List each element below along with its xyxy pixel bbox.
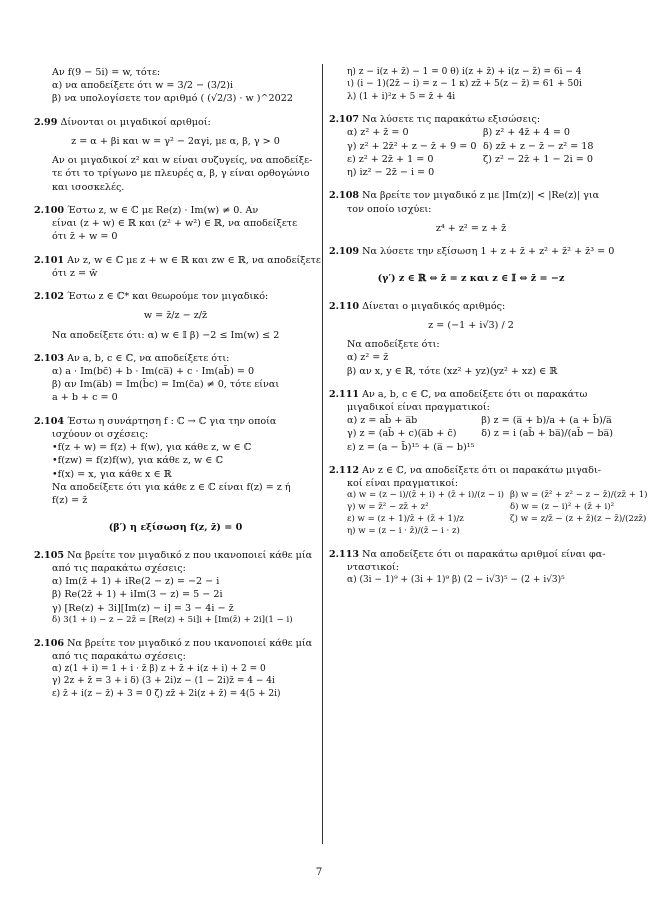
problem-2-106 bbox=[34, 637, 317, 701]
text-line: γ) 2z + z̄ = 3 + i δ) (3 + 2i)z − (1 − 2i)z̄ = 4 − 4i bbox=[52, 676, 275, 687]
problem-number: 2.104 bbox=[34, 415, 65, 427]
sub-item: δ) w = (z − i)² + (z̄ + i)² bbox=[509, 502, 615, 513]
text-line: α) να αποδείξετε ότι w = 3/2 − (3/2)i bbox=[52, 80, 234, 92]
page-number: 7 bbox=[315, 867, 323, 878]
text-line: Έστω z, w ∈ ℂ με Re(z) · Im(w) ≠ 0. Αν bbox=[67, 204, 259, 216]
sub-item: δ) z = i (ab̄ + ba̅)/(ab̄ − ba̅) bbox=[481, 428, 613, 440]
problem-number: 2.108 bbox=[329, 190, 360, 202]
text-line: Να βρείτε τον μιγαδικό z που ικανοποιεί κάθε μία bbox=[67, 637, 313, 649]
problem-2-105 bbox=[34, 549, 317, 627]
problem-heading: Να λύσετε τις παρακάτω εξισώσεις: bbox=[362, 114, 541, 126]
sub-item: γ) z = (ab̄ + c)(a̅b + c̄) bbox=[347, 428, 457, 440]
display-formula: z = α + βi και w = γ² − 2αγi, με α, β, γ > 0 bbox=[71, 135, 280, 147]
sub-item: η) iz² − 2z̄ − i = 0 bbox=[347, 167, 435, 179]
sub-item: ε) z² + 2z̄ + 1 = 0 bbox=[347, 153, 434, 165]
text-line: κοί είναι πραγματικοί: bbox=[347, 478, 459, 490]
sub-item: α) z² + z̄ = 0 bbox=[347, 127, 409, 139]
text-line: Να βρείτε τον μιγαδικό z με |Im(z)| < |Re(z)| για bbox=[362, 190, 600, 202]
text-line: α) Im(z̄ + 1) + iRe(2 − z) = −2 − i bbox=[52, 576, 220, 588]
text-line: Να βρείτε τον μιγαδικό z που ικανοποιεί κάθε μία bbox=[67, 549, 313, 561]
section-heading bbox=[34, 521, 317, 534]
text-line: Να αποδείξετε ότι οι παρακάτω αριθμοί είναι φα- bbox=[362, 548, 606, 560]
sub-item: ε) z = (a − b̄)¹⁵ + (a̅ − b)¹⁵ bbox=[347, 441, 475, 453]
text-line: μιγαδικοί είναι πραγματικοί: bbox=[347, 401, 490, 413]
problem-2-101 bbox=[34, 254, 321, 280]
text-line: Να αποδείξετε ότι: bbox=[347, 339, 440, 351]
problem-number: 2.100 bbox=[34, 204, 65, 216]
text-line: από τις παρακάτω σχέσεις: bbox=[52, 562, 186, 574]
text-line: β) να υπολογίσετε τον αριθμό ( (√2/3) · w )^2022 bbox=[52, 93, 293, 105]
problem-heading: Έστω z ∈ ℂ* και θεωρούμε τον μιγαδικό: bbox=[67, 291, 269, 303]
column-divider bbox=[322, 64, 323, 844]
problem-number: 2.109 bbox=[329, 246, 360, 258]
sub-item: γ) w = z̄² − zz̄ + z² bbox=[347, 502, 429, 513]
problem-number: 2.102 bbox=[34, 291, 65, 303]
problem-2-108 bbox=[329, 189, 613, 235]
problem-2-106-continued bbox=[329, 66, 613, 103]
problem-number: 2.105 bbox=[34, 549, 65, 561]
problem-2-113 bbox=[329, 548, 613, 587]
problem-number: 2.110 bbox=[329, 300, 360, 312]
sub-item: ζ) w = z/z̄ − (z + z̄)(z − z̄)/(2zz̄) bbox=[509, 514, 647, 525]
problem-2-109 bbox=[329, 245, 613, 258]
sub-item: γ) z² + 2z̄² + z − z̄ + 9 = 0 bbox=[347, 140, 477, 152]
sub-item: ε) w = (z + 1)/z̄ + (z̄ + 1)/z bbox=[347, 514, 464, 525]
problem-number: 2.106 bbox=[34, 637, 65, 649]
display-formula: w = z̄/z − z/z̄ bbox=[143, 310, 208, 322]
text-line: Να αποδείξετε ότι για κάθε z ∈ ℂ είναι f(z) = z ή bbox=[52, 481, 291, 493]
problem-continuation bbox=[34, 66, 317, 106]
text-line: Αν z, w ∈ ℂ με z + w ∈ ℝ και zw ∈ ℝ, να αποδείξετε bbox=[67, 254, 321, 266]
text-line: η) z − i(z + z̄) − 1 = 0 θ) i(z + z̄) + i(z − z̄) = 6i − 4 bbox=[347, 67, 582, 77]
text-line: f(z) = z̄ bbox=[52, 495, 88, 507]
item-grid bbox=[329, 414, 613, 454]
section-title: (γ′) z ∈ ℝ ⇔ z̄ = z και z ∈ 𝕀 ⇔ z̄ = −z bbox=[377, 273, 565, 285]
problem-number: 2.107 bbox=[329, 114, 360, 126]
text-line: β) αν x, y ∈ ℝ, τότε (xz² + yz)(yz² + xz) ∈ ℝ bbox=[347, 365, 558, 377]
text-line: γ) [Re(z) + 3i][Im(z) − i] = 3 − 4i − z̄ bbox=[52, 602, 234, 614]
problem-2-103 bbox=[34, 352, 317, 405]
problem-heading: Δίνεται ο μιγαδικός αριθμός: bbox=[362, 300, 506, 312]
sub-item: ζ) z² − 2z̄ + 1 − 2i = 0 bbox=[483, 153, 593, 165]
text-line: και ισοσκελές. bbox=[52, 181, 125, 193]
problem-2-111 bbox=[329, 388, 613, 454]
item-grid bbox=[329, 126, 613, 179]
text-line: Αν f(9 − 5i) = w, τότε: bbox=[52, 67, 161, 78]
item-grid bbox=[329, 490, 648, 537]
text-line: νταστικοί: bbox=[347, 562, 400, 574]
left-column bbox=[34, 66, 321, 710]
text-line: α) z² = z̄ bbox=[347, 352, 389, 364]
text-line: Αν a, b, c ∈ ℂ, να αποδείξετε ότι: bbox=[67, 352, 230, 364]
sub-item: β) z² + 4z̄ + 4 = 0 bbox=[483, 127, 571, 139]
sub-item: β) z = (a̅ + b)/a + (a + b̄)/a̅ bbox=[481, 415, 612, 427]
display-formula: z = (−1 + i√3) / 2 bbox=[428, 319, 514, 331]
sub-item: α) z = ab̄ + a̅b bbox=[347, 415, 418, 427]
text-line: α) (3i − 1)⁹ + (3i + 1)⁹ β) (2 − i√3)⁵ − (2 + i√3)⁵ bbox=[347, 575, 565, 586]
section-heading bbox=[329, 272, 613, 285]
section-title: (β′) η εξίσωση f(z, z̄) = 0 bbox=[108, 522, 243, 534]
text-line: λ) (1 + i)²z + 5 = z̄ + 4i bbox=[347, 91, 456, 102]
problem-number: 2.112 bbox=[329, 464, 360, 476]
text-line: a + b + c = 0 bbox=[52, 392, 118, 404]
bullet-line: •f(z + w) = f(z) + f(w), για κάθε z, w ∈ ℂ bbox=[52, 442, 252, 454]
problem-number: 2.103 bbox=[34, 352, 65, 364]
text-line: τον οποίο ισχύει: bbox=[347, 203, 432, 215]
problem-heading: Δίνονται οι μιγαδικοί αριθμοί: bbox=[60, 116, 211, 128]
problem-2-102 bbox=[34, 290, 317, 342]
bullet-line: •f(zw) = f(z)f(w), για κάθε z, w ∈ ℂ bbox=[52, 455, 224, 467]
text-line: είναι (z + w) ∈ ℝ και (z² + w²) ∈ ℝ, να αποδείξετε bbox=[52, 218, 298, 230]
text-line: Να λύσετε την εξίσωση 1 + z + z̄ + z² + z̄² + z̄³ = 0 bbox=[362, 246, 615, 258]
text-line: ι) (i − 1)(2z̄ − i) = z − 1 κ) zz̄ + 5(z − z̄) = 61 + 50i bbox=[347, 79, 582, 90]
text-line: ε) z̄ + i(z − z̄) + 3 = 0 ζ) zz̄ + 2i(z + z̄) = 4(5 + 2i) bbox=[52, 688, 281, 699]
sub-item: α) w = (z − i)/(z̄ + i) + (z̄ + i)/(z − i) bbox=[347, 490, 504, 501]
problem-2-99 bbox=[34, 116, 317, 194]
text-line: ισχύουν οι σχέσεις: bbox=[52, 428, 149, 440]
sub-item: η) w = (z − i · z̄)/(z̄ − i · z) bbox=[347, 525, 460, 536]
text-line: α) a · Im(bc̄) + b · Im(ca̅) + c · Im(ab̄) = 0 bbox=[52, 365, 255, 377]
sub-item: β) w = (z̄² + z² − z − z̄)/(zz̄ + 1) bbox=[509, 490, 648, 501]
text-line: Έστω η συνάρτηση f : ℂ → ℂ για την οποία bbox=[67, 415, 277, 427]
text-line: β) αν Im(a̅b) = Im(b̄c) = Im(c̄a) ≠ 0, τότε είναι bbox=[52, 379, 280, 391]
text-line: ότι z = w̄ bbox=[52, 267, 98, 279]
problem-number: 2.101 bbox=[34, 254, 65, 266]
text-line: β) Re(2z̄ + 1) + iIm(3 − z) = 5 − 2i bbox=[52, 589, 223, 601]
text-line: τε ότι το τρίγωνο με πλευρές α, β, γ είναι ορθογώνιο bbox=[52, 168, 310, 180]
problem-2-112 bbox=[329, 464, 648, 538]
text-line: Αν a, b, c ∈ ℂ, να αποδείξετε ότι οι παρακάτω bbox=[362, 388, 588, 400]
problem-number: 2.111 bbox=[329, 388, 360, 400]
text-line: ότι z̄ + w = 0 bbox=[52, 231, 118, 243]
text-line: από τις παρακάτω σχέσεις: bbox=[52, 650, 186, 662]
problem-number: 2.113 bbox=[329, 548, 360, 560]
text-line: Αν z ∈ ℂ, να αποδείξετε ότι οι παρακάτω μιγαδι- bbox=[362, 464, 601, 476]
text-line: α) z(1 + i) = 1 + i · z̄ β) z + z̄ + i(z + i) + 2 = 0 bbox=[52, 664, 266, 675]
text-line: Να αποδείξετε ότι: α) w ∈ 𝕀 β) −2 ≤ Im(w) ≤ 2 bbox=[52, 329, 280, 341]
problem-2-110 bbox=[329, 300, 613, 378]
text-line: Αν οι μιγαδικοί z² και w είναι συζυγείς, να αποδείξε- bbox=[52, 155, 313, 167]
right-column bbox=[329, 66, 648, 597]
problem-number: 2.99 bbox=[34, 116, 58, 128]
problem-2-104 bbox=[34, 415, 317, 508]
display-formula: z⁴ + z² = z + z̄ bbox=[435, 222, 507, 234]
sub-item: δ) zz̄ + z − z̄ − z² = 18 bbox=[483, 140, 594, 152]
text-line: δ) 3(1 + i) − z − 2z̄ = [Re(z) + 5i]i + [Im(z̄) + 2i](1 − i) bbox=[52, 614, 293, 625]
problem-2-100 bbox=[34, 204, 317, 244]
problem-2-107 bbox=[329, 113, 613, 179]
bullet-line: •f(x) = x, για κάθε x ∈ ℝ bbox=[52, 468, 172, 480]
